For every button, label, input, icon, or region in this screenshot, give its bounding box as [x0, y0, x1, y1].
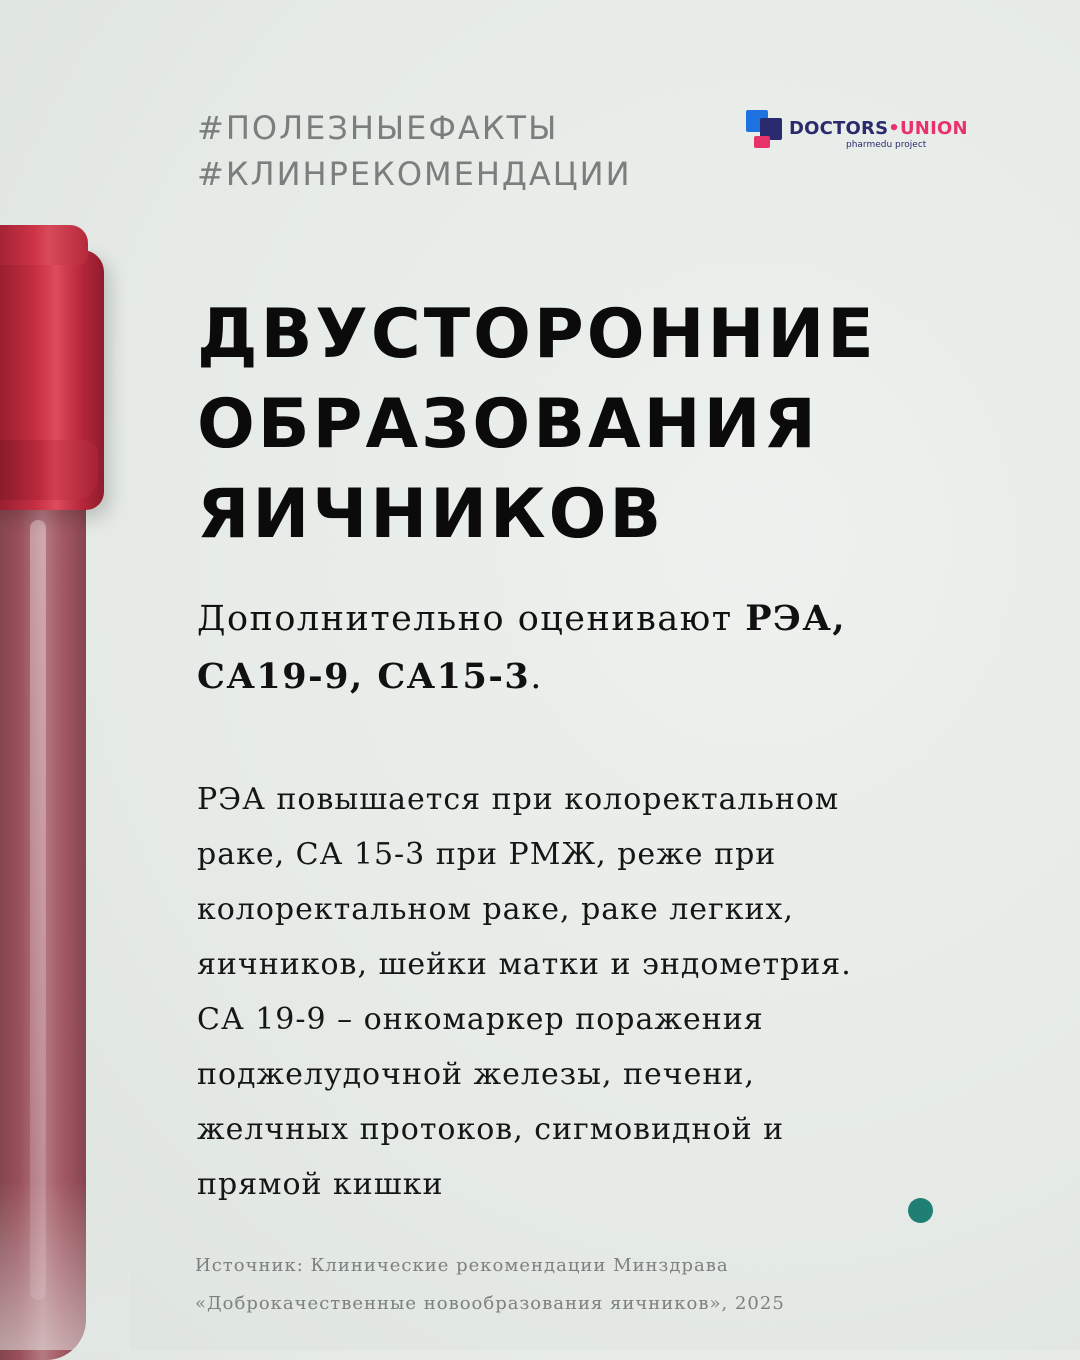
body-line: РЭА повышается при колоректальном	[197, 782, 840, 817]
source-line: «Доброкачественные новообразования яичников», 2025	[195, 1293, 785, 1314]
source-citation	[195, 1247, 1015, 1323]
hashtag-useful-facts: #ПОЛЕЗНЫЕФАКТЫ	[197, 109, 559, 147]
tube-fade	[0, 1180, 130, 1350]
body-line: колоректальном раке, раке легких,	[197, 892, 794, 927]
doctors-union-logo	[746, 110, 976, 155]
title-line: ДВУСТОРОННИЕ	[197, 295, 877, 374]
source-line: Источник: Клинические рекомендации Минздрава	[195, 1255, 729, 1276]
body-line: раке, СА 15-3 при РМЖ, реже при	[197, 837, 777, 872]
tube-cap-rim	[0, 440, 98, 500]
lead-paragraph: Дополнительно оценивают РЭА, СА19-9, СА15-3.	[197, 598, 847, 697]
accent-dot	[908, 1198, 933, 1223]
title-line: ОБРАЗОВАНИЯ	[197, 385, 819, 464]
body-line: СА 19-9 – онкомаркер поражения	[197, 1002, 764, 1037]
body-paragraph	[197, 772, 997, 1212]
title-line: ЯИЧНИКОВ	[197, 475, 665, 554]
logo-subtitle: pharmedu project	[846, 140, 927, 150]
hashtag-clinical-guidelines: #КЛИНРЕКОМЕНДАЦИИ	[197, 155, 632, 193]
tube-cap-top	[0, 225, 88, 265]
markers-bold: СА19-9, СА15-3	[197, 656, 531, 697]
body-line: поджелудочной железы, печени,	[197, 1057, 755, 1092]
logo-wordmark: DOCTORS•UNION	[789, 118, 968, 139]
body-line: желчных протоков, сигмовидной и	[197, 1112, 785, 1147]
logo-mark-icon	[746, 110, 786, 152]
page-title	[197, 290, 1017, 560]
blood-test-tube-image	[0, 0, 130, 1350]
hashtags	[197, 105, 632, 197]
markers-bold: РЭА,	[745, 598, 847, 639]
body-line: прямой кишки	[197, 1167, 444, 1202]
body-line: яичников, шейки матки и эндометрия.	[197, 947, 852, 982]
